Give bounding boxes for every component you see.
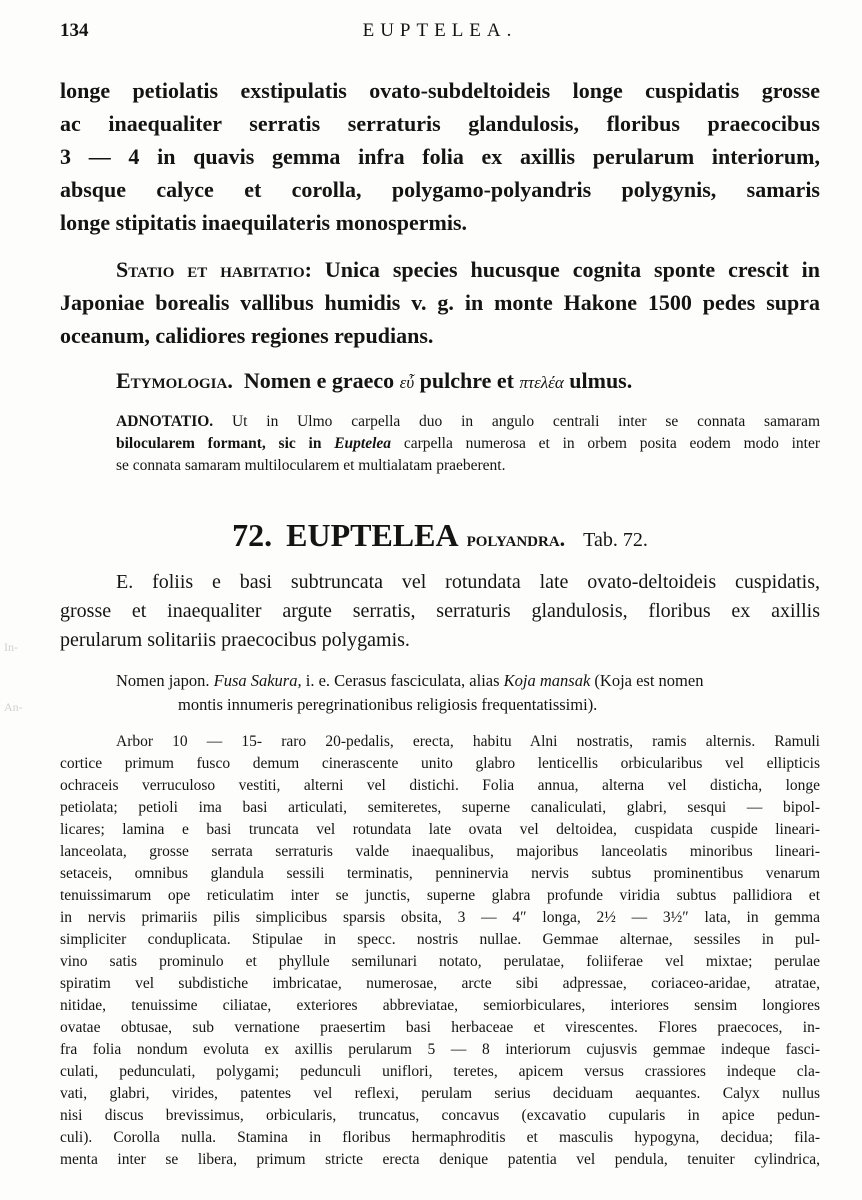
genus-name: Euptelea	[334, 435, 392, 452]
text-line: absque calyce et corolla, polygamo-polyandris polygynis, samaris	[60, 177, 820, 202]
margin-note: In-	[4, 640, 18, 654]
text-line: tenuissimarum ope reticulatim inter se junctis, superne glabra profunde viridia subtus pallidiora et	[60, 887, 820, 904]
page	[60, 0, 820, 1171]
etymologia-text: ulmus.	[569, 368, 633, 393]
text-line: crescit in Japoniae borealis vallibus humidis v. g. in monte Hakone	[60, 257, 821, 315]
text-line: cortice primum fusco demum cinerascente unito glabro lenticellis orbicularibus vel ellipticis	[60, 755, 820, 772]
plate-reference: Tab. 72.	[583, 529, 648, 551]
species-epithet: polyandra.	[466, 526, 566, 551]
text-line: ovatae obtusae, sub vernatione praesertim basi herbaceae et virescentes. Flores praecoces, in-	[60, 1019, 820, 1036]
text-line: Ut in Ulmo carpella duo in angulo centrali inter se connata samaram	[231, 413, 821, 430]
text-line: longe stipitatis inaequilateris monospermis.	[60, 210, 468, 235]
text-line: licares; lamina e basi truncata vel rotundata late ovata vel deltoidea, cuspidata cuspide lineari-	[60, 821, 820, 838]
genus-heading: EUPTELEA	[286, 517, 459, 553]
species-description	[60, 731, 820, 1171]
text-line: 3 — 4 in quavis gemma infra folia ex axillis perularum interiorum,	[60, 144, 820, 169]
text-line: ochraceis verruculoso vestiti, alterni vel distichi. Folia annua, alterna vel disticha, longe	[60, 777, 820, 794]
adnotatio-label: ADNOTATIO.	[116, 413, 214, 430]
greek-word: πτελέα	[519, 373, 564, 392]
etymologia-paragraph	[60, 364, 820, 399]
text-line: fra folia nondum evoluta ex axillis perularum 5 — 8 interiorum cujusvis gemmae indeque fasci-	[60, 1041, 820, 1058]
text-line: perularum solitariis praecocibus polygamis.	[60, 629, 410, 651]
text-line: spiratim vel subdistiche imbricatae, numerosae, arcte sibi adpressae, coriaceo-aridae, atratae,	[60, 975, 820, 992]
etymologia-text: pulchre et	[419, 368, 514, 393]
text-line: 1500 pedes supra oceanum, calidiores regiones repudians.	[60, 290, 821, 348]
text-line: vino satis prominulo et phyllule semilunari notato, perulatae, foliiferae vel mixtae; perulae	[60, 953, 820, 970]
etymologia-text: Nomen e graeco	[243, 368, 395, 393]
species-diagnosis	[60, 568, 820, 655]
adnotatio-paragraph	[60, 411, 820, 477]
page-header	[60, 0, 820, 60]
text-line: longe petiolatis exstipulatis ovato-subdeltoideis longe cuspidatis grosse	[60, 78, 820, 103]
text-line: montis innumeris peregrinationibus religiosis frequentatissimi).	[178, 695, 598, 714]
text-line: carpella numerosa et in orbem posita eodem modo inter	[403, 435, 821, 452]
japanese-name: Koja mansak	[503, 671, 591, 690]
text-line: bilocularem formant, sic in	[116, 435, 322, 452]
text-line: E. foliis e basi subtruncata vel rotundata late ovato-deltoideis cuspidatis,	[116, 571, 820, 593]
text-line: vati, glabri, virides, patentes vel reflexi, perulam serius deciduam aequantes. Calyx nullus	[60, 1085, 820, 1102]
running-title: EUPTELEA.	[362, 20, 518, 41]
text-line: Arbor 10 — 15- raro 20-pedalis, erecta, habitu Alni nostratis, ramis alternis. Ramuli	[116, 733, 820, 750]
text-line: petiolata; petioli ima basi articulati, semiteretes, superne canaliculati, glabri, sesqui — bipol-	[60, 799, 820, 816]
text-line: setaceis, omnibus glandula sessili terminatis, penninervia nervis subtus prominentibus venarum	[60, 865, 820, 882]
text-line: se connata samaram multilocularem et multialatam praeberent.	[116, 457, 506, 474]
text-line: nitidae, tenuissime ciliatae, exteriores abbreviatae, semiorbiculares, interiores sensim longiores	[60, 997, 820, 1014]
species-heading	[60, 517, 820, 554]
page-number: 134	[60, 20, 89, 41]
nomen-text: i. e. Cerasus fasciculata, alias	[305, 671, 500, 690]
japanese-name: Fusa Sakura,	[213, 671, 302, 690]
nomen-text: (Koja est nomen	[594, 671, 704, 690]
text-line: nisi discus brevissimus, orbicularis, truncatus, concavus (excavatio cupularis in apice pedun-	[60, 1107, 820, 1124]
margin-note: An-	[4, 700, 23, 714]
text-line: culati, pedunculati, polygami; pedunculi uniflori, teretes, apicem versus crassiores indeque cla-	[60, 1063, 820, 1080]
statio-label: Statio et habitatio:	[116, 257, 312, 282]
greek-word: εὖ	[399, 373, 415, 392]
text-line: lanceolata, grosse serrata serraturis valde inaequalibus, majoribus lanceolatis minoribus lineari-	[60, 843, 820, 860]
text-line: simpliciter conduplicata. Stipulae in specc. nostris nullae. Gemmae alternae, sessiles in pul-	[60, 931, 820, 948]
etymologia-label: Etymologia.	[116, 368, 233, 393]
statio-paragraph	[60, 253, 820, 352]
text-line: ac inaequaliter serratis serraturis glandulosis, floribus praecocibus	[60, 111, 820, 136]
text-line: in nervis primariis pilis simplicibus sparsis obsita, 3 — 4″ longa, 2½ — 3½″ lata, in gemma	[60, 909, 820, 926]
text-line: Unica species hucusque cognita sponte	[324, 257, 716, 282]
text-line: menta inter se libera, primum stricte erecta denique patentia vel pendula, tenuiter cylindrica,	[60, 1151, 820, 1168]
genus-description-paragraph	[60, 74, 820, 239]
nomen-japonicum	[60, 669, 820, 717]
text-line: culi). Corolla nulla. Stamina in floribus hermaphroditis et masculis hypogyna, decidua; fila-	[60, 1129, 820, 1146]
nomen-label: Nomen japon.	[116, 671, 210, 690]
text-line: grosse et inaequaliter argute serratis, serraturis glandulosis, floribus ex axillis	[60, 600, 820, 622]
species-number: 72.	[232, 517, 273, 553]
